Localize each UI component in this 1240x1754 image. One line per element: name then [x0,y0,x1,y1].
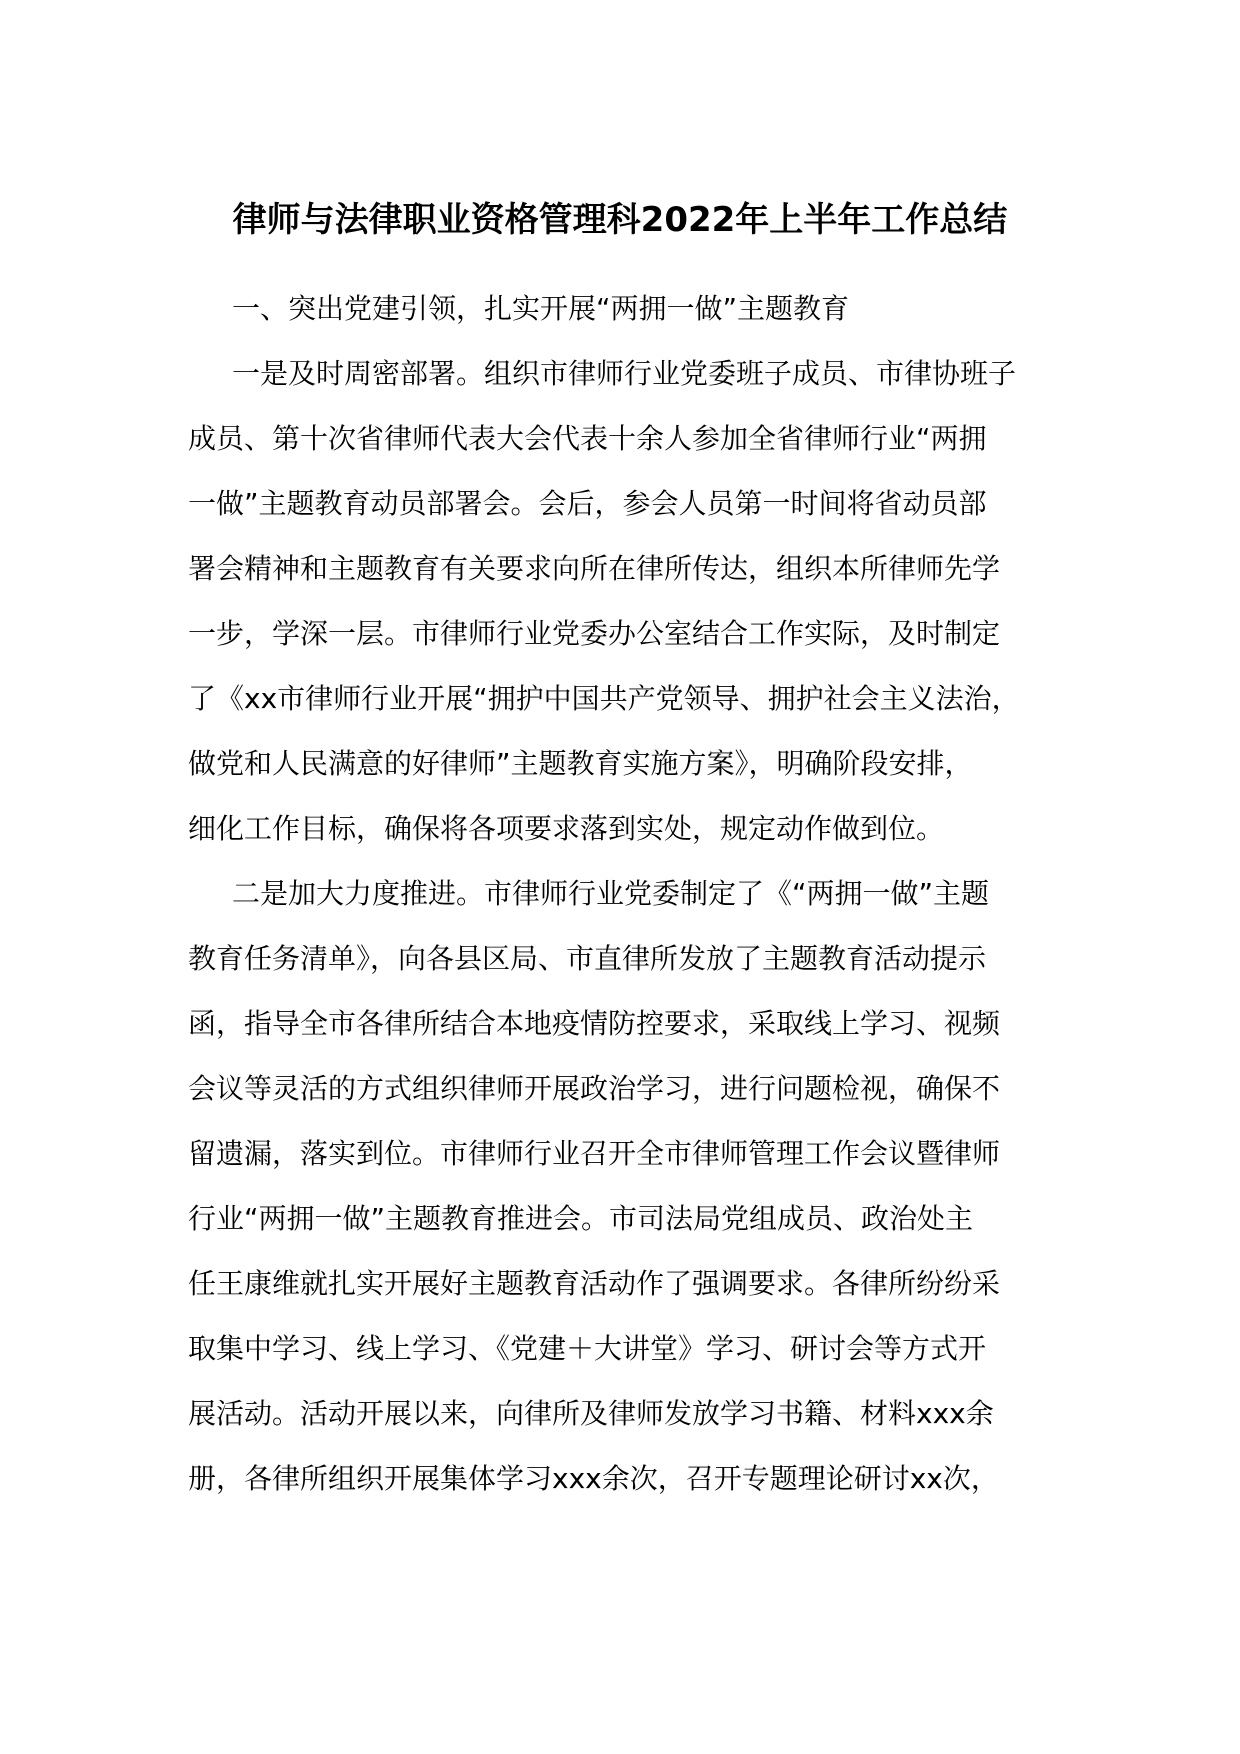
document-body [188,276,1078,1511]
text-line: 册，各律所组织开展集体学习xxx余次，召开专题理论研讨xx次， [188,1462,999,1495]
text-line: 做党和人民满意的好律师”主题教育实施方案》，明确阶段安排， [188,747,973,780]
text-line: 一步，学深一层。市律师行业党委办公室结合工作实际，及时制定 [188,617,1001,650]
text-line: 了《xx市律师行业开展“拥护中国共产党领导、拥护社会主义法治， [188,682,1020,715]
text-line: 行业“两拥一做”主题教育推进会。市司法局党组成员、政治处主 [188,1202,974,1235]
text-line: 取集中学习、线上学习、《党建＋大讲堂》学习、研讨会等方式开 [188,1332,987,1365]
text-line: 会议等灵活的方式组织律师开展政治学习，进行问题检视，确保不 [188,1072,1001,1105]
text-line: 展活动。活动开展以来，向律所及律师发放学习书籍、材料xxx余 [188,1397,994,1430]
text-line: 教育任务清单》，向各县区局、市直律所发放了主题教育活动提示 [188,942,987,975]
text-line: 一、突出党建引领，扎实开展“两拥一做”主题教育 [232,292,850,325]
text-line: 细化工作目标，确保将各项要求落到实处，规定动作做到位。 [188,812,945,845]
text-line: 留遗漏，落实到位。市律师行业召开全市律师管理工作会议暨律师 [188,1137,1001,1170]
text-line: 函，指导全市各律所结合本地疫情防控要求，采取线上学习、视频 [188,1007,1001,1040]
text-line: 一做”主题教育动员部署会。会后，参会人员第一时间将省动员部 [188,487,987,520]
text-line: 二是加大力度推进。市律师行业党委制定了《“两拥一做”主题 [232,877,990,910]
text-line: 成员、第十次省律师代表大会代表十余人参加全省律师行业“两拥 [188,422,987,455]
text-line: 一是及时周密部署。组织市律师行业党委班子成员、市律协班子 [232,357,1017,390]
text-line: 任王康维就扎实开展好主题教育活动作了强调要求。各律所纷纷采 [188,1267,1001,1300]
text-line: 署会精神和主题教育有关要求向所在律所传达，组织本所律师先学 [188,552,1001,585]
document-title: 律师与法律职业资格管理科2022年上半年工作总结 [232,200,1008,240]
